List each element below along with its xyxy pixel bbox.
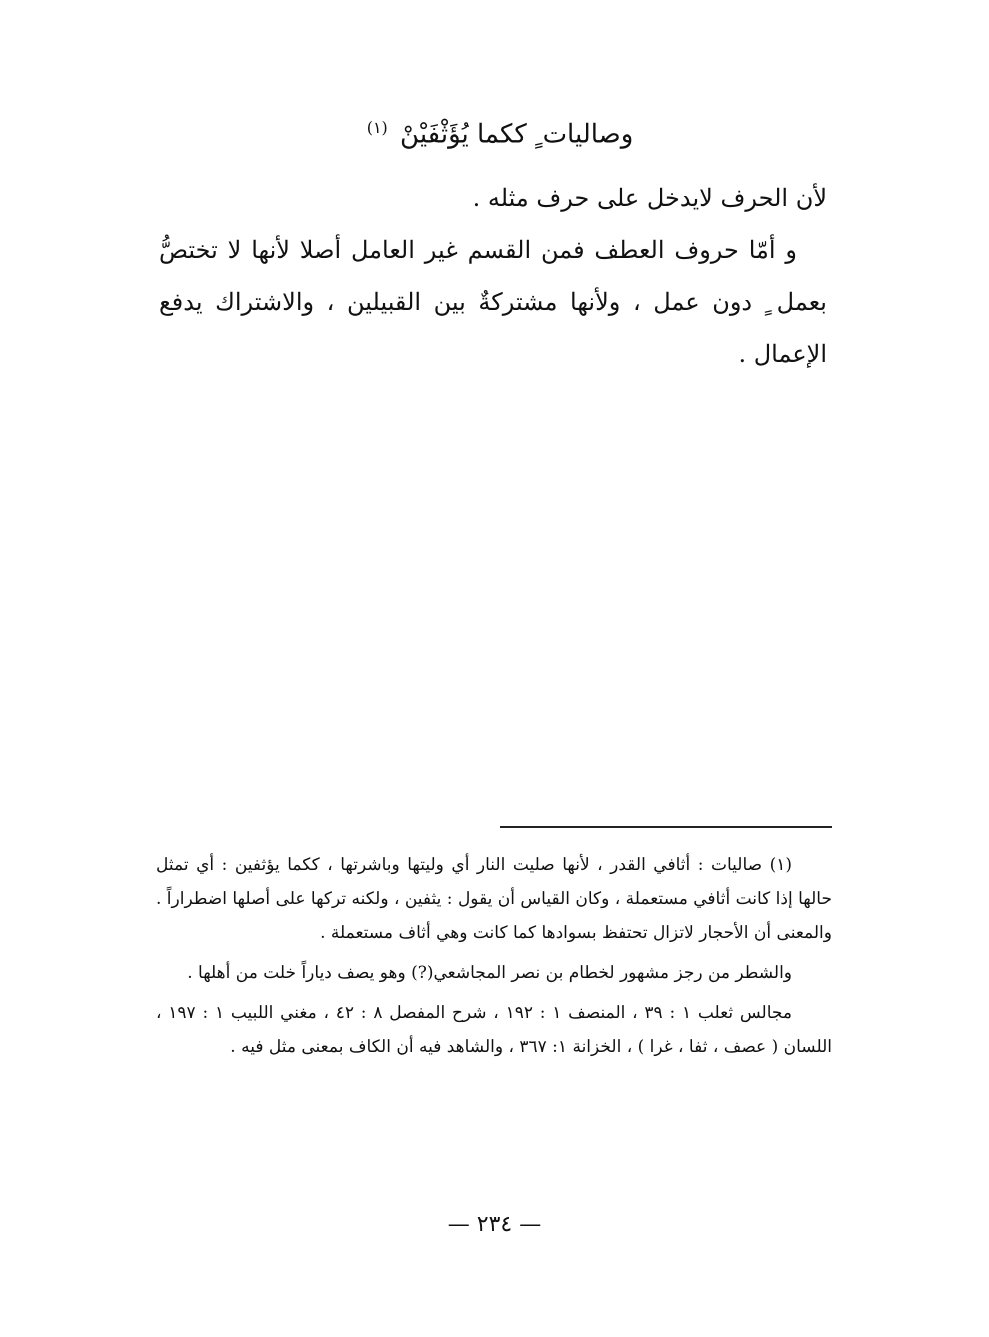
main-text <box>159 172 827 380</box>
footnotes-section <box>156 848 832 1070</box>
footnote-1-paragraph-2: والشطر من رجز مشهور لخطام بن نصر المجاشعي(?) وهو يصف دياراً خلت من أهلها . <box>187 963 792 983</box>
body-paragraph-2: و أمّا حروف العطف فمن القسم غير العامل أصلا لأنها لا تختصُّ بعمل ٍ دون عمل ، ولأنها مشتركةٌ بين القبيلين ، والاشتراك يدفع الإعمال . <box>159 236 827 368</box>
footnote-marker: (١) <box>366 118 388 137</box>
footnote-separator <box>500 826 832 828</box>
page-number: — ٢٣٤ — <box>447 1212 542 1237</box>
verse-text: وصاليات ٍ ككما يُؤَثْفَيْنْ <box>400 119 634 150</box>
footnote-1-paragraph-3: مجالس ثعلب ١ : ٣٩ ، المنصف ١ : ١٩٢ ، شرح المفصل ٨ : ٤٢ ، مغني اللبيب ١ : ١٩٧ ، اللسان ( عصف ، ثفا ، غرا ) ، الخزانة ١: ٣٦٧ ، والشاهد فيه أن الكاف بمعنى مثل فيه . <box>156 1003 832 1057</box>
footnote-1-paragraph-1: (١) صاليات : أثافي القدر ، لأنها صليت النار أي وليتها وباشرتها ، ككما يؤثفين : أي تمثل حالها إذا كانت أثافي مستعملة ، وكان القياس أن يقول : يثفين ، ولكنه تركها على أصلها اضطراراً . والمعنى أن الأحجار لاتزال تحتفظ بسوادها كما كانت وهي أثاف مستعملة . <box>156 855 832 943</box>
body-line-1: لأن الحرف لايدخل على حرف مثله . <box>472 184 827 212</box>
poetry-verse <box>300 108 700 155</box>
